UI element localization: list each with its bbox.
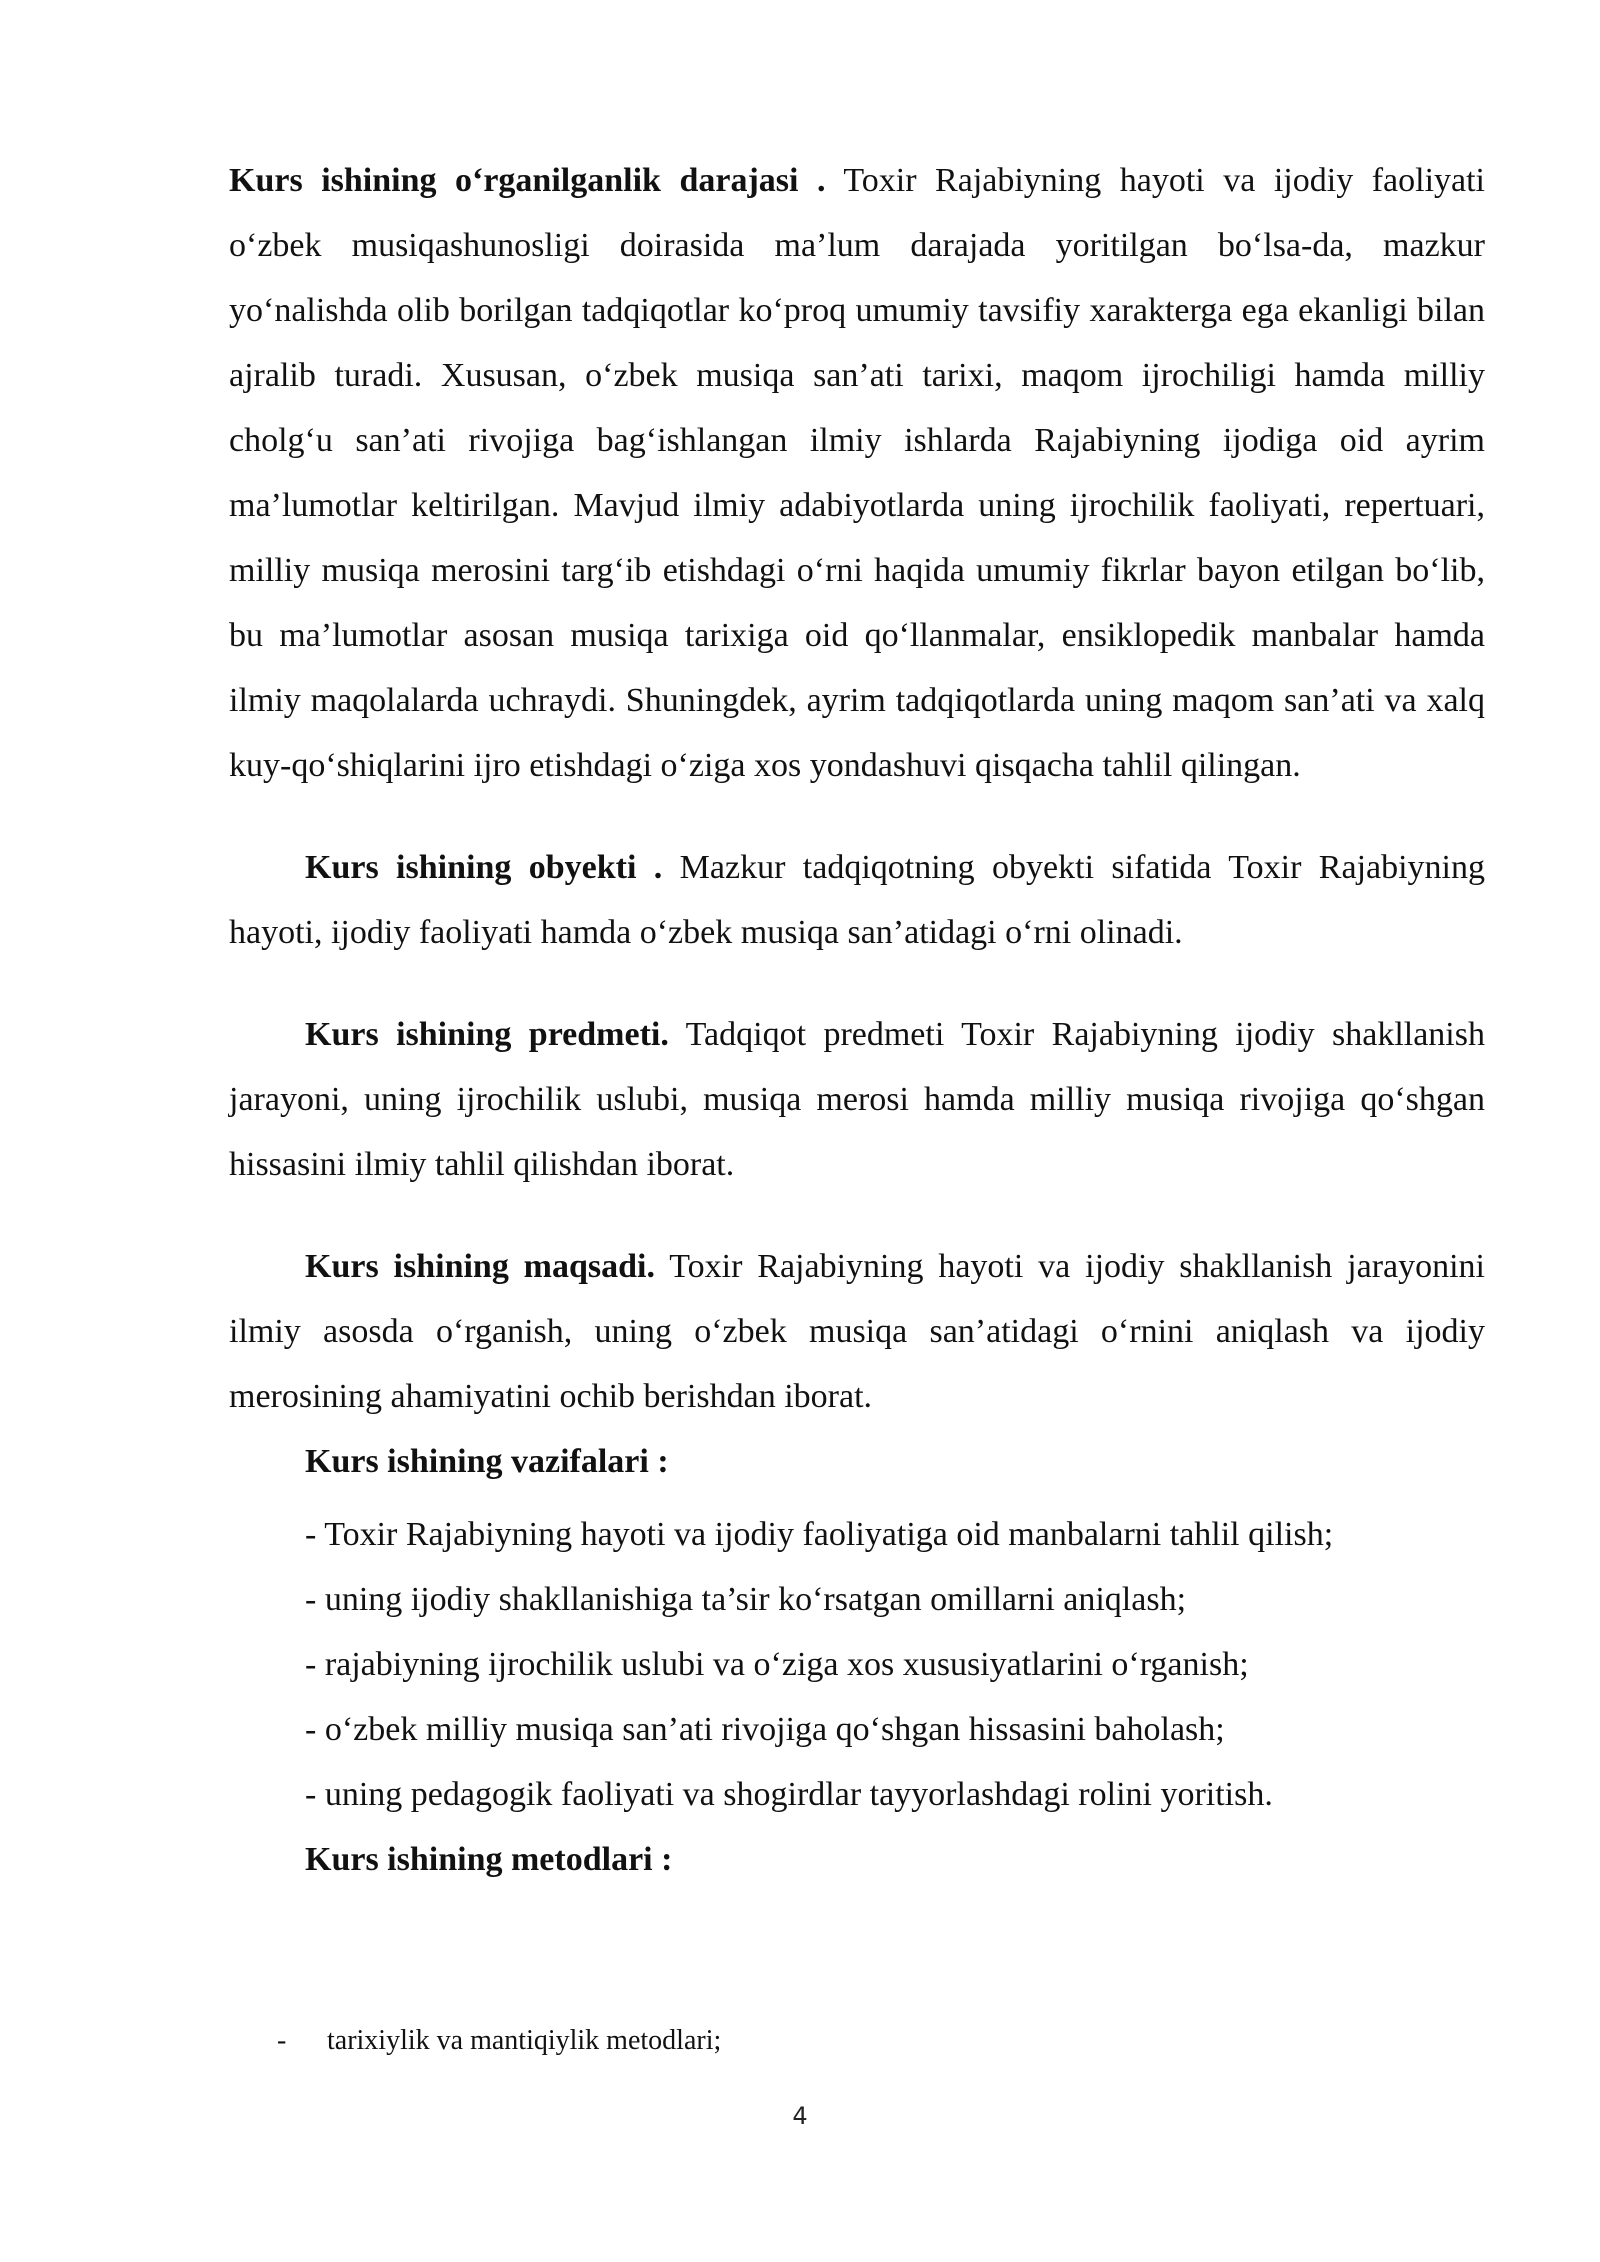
list-item: - rajabiyning ijrochilik uslubi va o‘ziga xos xususiyatlarini o‘rganish; <box>305 1646 1249 1683</box>
document-page <box>229 148 1485 1892</box>
paragraph-maqsadi <box>229 1234 1485 1429</box>
page-number: 4 <box>792 2102 808 2130</box>
list-item: - uning ijodiy shakllanishiga ta’sir ko‘rsatgan omillarni aniqlash; <box>305 1581 1187 1618</box>
heading-obyekti: Kurs ishining obyekti . <box>305 849 663 886</box>
method-list <box>277 2021 721 2061</box>
text-organilganlik: Toxir Rajabiyning hayoti va ijodiy faoliyati o‘zbek musiqashunosligi doirasida ma’lum darajada yoritilgan bo‘lsa-da, mazkur yo‘nalishda olib borilgan tadqiqotlar ko‘proq umumiy tavsifiy xarakterga ega ekanligi bilan ajralib turadi. Xususan, o‘zbek musiqa san’ati tarixi, maqom ijrochiligi hamda milliy cholg‘u san’ati rivojiga bag‘ishlangan ilmiy ishlarda Rajabiyning ijodiga oid ayrim ma’lumotlar keltirilgan. Mavjud ilmiy adabiyotlarda uning ijrochilik faoliyati, repertuari, milliy musiqa merosini targ‘ib etishdagi o‘rni haqida umumiy fikrlar bayon etilgan bo‘lib, bu ma’lumotlar asosan musiqa tarixiga oid qo‘llanmalar, ensiklopedik manbalar hamda ilmiy maqolalarda uchraydi. Shuningdek, ayrim tadqiqotlarda uning maqom san’ati va xalq kuy-qo‘shiqlarini ijro etishdagi o‘ziga xos yondashuvi qisqacha tahlil qilingan. <box>229 162 1486 784</box>
paragraph-organilganlik <box>229 148 1485 798</box>
text-obyekti: Mazkur tadqiqotning obyekti sifatida Toxir Rajabiyning hayoti, ijodiy faoliyati hamda o‘zbek musiqa san’atidagi o‘rni olinadi. <box>229 849 1485 951</box>
text-maqsadi: Toxir Rajabiyning hayoti va ijodiy shakllanish jarayonini ilmiy asosda o‘rganish, uning o‘zbek musiqa san’atidagi o‘rnini aniqlash va ijodiy merosining ahamiyatini ochib berishdan iborat. <box>229 1248 1485 1415</box>
paragraph-predmeti <box>229 1002 1485 1197</box>
list-dash: - <box>277 2025 287 2056</box>
paragraph-obyekti <box>229 835 1485 965</box>
heading-metodlari: Kurs ishining metodlari : <box>305 1841 673 1878</box>
list-item <box>277 2021 721 2061</box>
list-item-text: tarixiylik va mantiqiylik metodlari; <box>327 2025 722 2056</box>
heading-predmeti: Kurs ishining predmeti. <box>305 1016 669 1053</box>
list-item: - o‘zbek milliy musiqa san’ati rivojiga qo‘shgan hissasini baholash; <box>305 1711 1225 1748</box>
text-predmeti: Tadqiqot predmeti Toxir Rajabiyning ijodiy shakllanish jarayoni, uning ijrochilik uslubi, musiqa merosi hamda milliy musiqa rivojiga qo‘shgan hissasini ilmiy tahlil qilishdan iborat. <box>229 1016 1485 1183</box>
list-item: - Toxir Rajabiyning hayoti va ijodiy faoliyatiga oid manbalarni tahlil qilish; <box>305 1516 1334 1553</box>
list-item: - uning pedagogik faoliyati va shogirdlar tayyorlashdagi rolini yoritish. <box>305 1776 1273 1813</box>
heading-maqsadi: Kurs ishining maqsadi. <box>305 1248 656 1285</box>
heading-organilganlik: Kurs ishining o‘rganilganlik darajasi . <box>229 162 826 199</box>
task-list <box>229 1502 1485 1827</box>
heading-vazifalari: Kurs ishining vazifalari : <box>305 1443 669 1480</box>
